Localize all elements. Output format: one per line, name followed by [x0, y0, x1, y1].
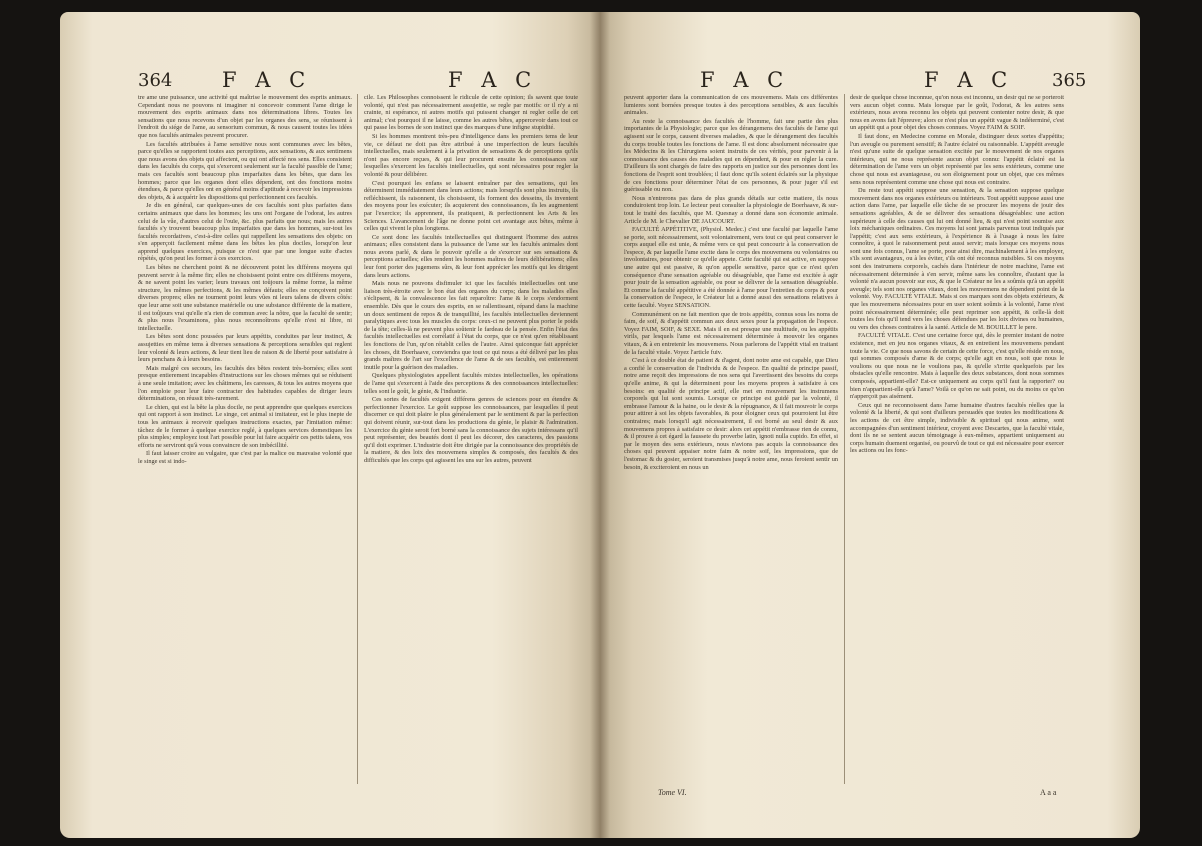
- paragraph: FACULTÉ APPÉTITIVE, (Physiol. Medec.) c'est une faculté par laquelle l'ame se porte, soit nécessairement, soit volontairement, vers tout ce qui peut conserver le corps auquel elle est unie, & même vers ce qui peut concourir à la conservation de l'espece, & par laquelle l'ame excite dans le corps des mouvemens ou volontaires ou involontaires, pour obtenir ce qu'elle appete. Cette faculté qui est active, en suppose une autre qui est passive, & qu'on appelle sensitive, parce que ce n'est qu'en conséquence d'une sensation agréable ou désagréable, que l'ame est excitée à agir pour jouir de la sensation agréable, ou pour se délivrer de la sensation désagréable. Et comme la faculté appétitive a été donnée à l'ame pour l'entretien du corps & pour la conservation de l'espece, le Créateur lui a donné aussi des sensations relatives à cette faculté. Voyez SENSATION.: [624, 226, 838, 310]
- page-number: 364: [138, 70, 173, 91]
- text-column-1: [138, 94, 352, 467]
- paragraph: Mais nous ne pouvons disfimuler ici que les facultés intellectuelles ont une liaison très-étroite avec le bon état des organes du corps; dans les maladies elles s'éclipsent, & la convalescence les fait reparoître: l'ame & le corps s'endorment ensemble. Dès que le cours des esprits, en se rallentissant, répand dans la machine un doux sentiment de repos & de tranquillité, les facultés intellectuelles deviennent paralytiques avec tous les muscles du corps: ceux-ci ne peuvent plus porter le poids de la tête; celles-là ne peuvent plus soûtenir le fardeau de la pensée. Enfin l'état des facultés intellectuelles est corrélatif à l'état du corps, que ce n'est qu'en rétablissant les fonctions de l'un, qu'on rétablit celles de l'autre. Ainsi quiconque fait apprécier les choses, dit Boerhaave, conviendra que tout ce qui nous a été délivré par les plus grands maîtres de l'art sur l'excellence de l'ame & de ses facultés, est entierement inutile pour la guérison des maladies.: [364, 280, 578, 371]
- running-head: F A C: [924, 68, 1014, 92]
- paragraph: Si les hommes montrent très-peu d'intelligence dans les premiers tems de leur vie, ce défaut ne doit pas être attribué à une imperfection de leurs facultés intellectuelles, mais seulement à la privation de sensations & de perceptions qu'ils n'ont pas encore reçues, & qui leur procurent ensuite les connoissances sur lesquelles s'exercent les facultés intellectuelles, qui sont nécessaires pour regler la volonté & pour délibérer.: [364, 132, 578, 178]
- paragraph: Au reste la connoissance des facultés de l'homme, fait une partie des plus importantes de la Physiologie; parce que les dérangemens des facultés de l'ame qui agissent sur le corps, causent diverses maladies, & que le dérangement des facultés du corps trouble toutes les fonctions de l'ame. Il est donc absolument nécessaire que les Médecins & les Chirurgiens soient instruits de ces vérités, pour parvenir à la connoissance des causes des maladies qui en dépendent, & pour en régler la cure. D'ailleurs ils sont chargés de faire des rapports en justice sur des personnes dont les fonctions de l'esprit sont troublées; il faut donc qu'ils soient éclairés sur la physique de ces fonctions pour déterminer l'état de ces personnes, & pour juger s'il est guérissable ou non.: [624, 117, 838, 194]
- paragraph: Du reste tout appétit suppose une sensation, & la sensation suppose quelque mouvement dans nos organes extérieurs ou intérieurs. Tout appétit suppose aussi une action dans l'ame, par laquelle elle tâche de se procurer les moyens de jouir des sensations agréables, & de se délivrer des sensations désagréables: une action supérieure à celle des causes qui lui ont donné lieu, & qui n'est point soumise aux loix méchaniques ordinaires. Ces moyens lui sont jamais parvenus tout indiqués par l'appétit; c'est aux sens extérieurs, à l'expérience & à l'usage à nous les faire connoître, à quoi le raisonnement peut aussi servir; mais lorsque ces moyens nous sont une fois connus, l'ame se porte, pour ainsi dire, machinalement à les employer, s'ils sont avantageux, ou à les éviter, s'ils ont été reconnus nuisibles. Si ces moyens sont des instrumens corporels, cachés dans l'intérieur de notre machine, l'ame est nécessairement déterminée à s'en servir, même sans les connoître, d'autant que la volonté n'a aucun pouvoir sur eux, & que le Créateur ne les a soûmis qu'à un appétit aveugle; tels sont nos organes vitaux, dont les mouvemens ne dépendent point de la volonté. Voy. FACULTÉ VITALE. Mais si ces marques sont des objets extérieurs, & que les mouvemens nécessaires pour en user soient soûmis à la volonté, l'ame n'est point nécessairement déterminée; elle peut reprimer son appétit, & celle-là doit toutes les fois qu'il tend vers les choses défendues par les loix divines ou humaines, ou vers des choses contraires à la santé. Article de M. BOUILLET le pere.: [850, 187, 1064, 331]
- paragraph: C'est à ce double état de patient & d'agent, dont notre ame est capable, que Dieu a confié le conservation de l'individu & de l'espece. En qualité de principe passif, notre ame reçoit des impressions de nos sens qui l'avertissent des besoins du corps qu'elle anime, & qui la déterminent pour les moyens propres à satisfaire à ces besoins: en qualité de principe actif, elle met en mouvement les instrumens corporels qui lui sont soumis. Lorsque ce principe est guidé par la volonté, il embrasse l'amour & la haine, ou le desir & la répugnance, & il fait mouvoir le corps pour attirer à soi les objets favorables, & pour éloigner ceux qui pourroient lui être contraires; mais lorsqu'il agit nécessairement, il est borné au seul desir & aux mouvemens propres à satisfaire ce desir: alors cet appétit n'embrasse rien de connu, & il prouve à cet égard la faussete du proverbe latin, ignoti nulla cupido. En effet, si par le moyen des sens extérieurs, nous n'avions pas acquis la connoissance des choses qui peuvent appaiser notre faim & notre soif, les impressions, que de l'estomac & du gosier, seroient transmises jusqu'à notre ame, nous feroient sentir un besoin, & exciteroient en nous un: [624, 357, 838, 471]
- paragraph: desir de quelque chose inconnue, qu'on nous est inconnu, un desir qui ne se porteroit vers aucun objet connu. Mais lorsque par le goût, l'odorat, & les autres sens extérieurs, nous avons reconnu les objets qui peuvent contenter notre desir, & que nous en avons fait l'épreuve; alors ce n'est plus un appétit vague & indéterminé, c'est un appétit qui a pour objet des choses connues. Voyez FAIM & SOIF.: [850, 94, 1064, 132]
- paragraph: Les bêtes sont donc poussées par leurs appétits, conduites par leur instinct, & assujetties en même tems à diverses sensations & perceptions sensibles qui reglent leur volonté & leurs actions, & leur tient lieu de raison & de liberté pour satisfaire à leurs penchans & à leurs besoins.: [138, 333, 352, 364]
- paragraph: cile. Les Philosophes connoissent le ridicule de cette opinion; ils savent que toute volonté, qui n'est pas nécessairement assujettie, se regle par motifs: or il n'y a ni crainte, ni espérance, ni autres motifs qui puissent changer ni regler celle de cet animal; c'est pourquoi il ne laisse, comme les autres bêtes, appercevoir dans tout ce qui passe les bornes de son instinct que des marques d'une infigne stupidité.: [364, 94, 578, 132]
- text-column-1: [624, 94, 838, 472]
- paragraph: Mais malgré ces secours, les facultés des bêtes restent très-bornées; elles sont presque entierement incapables d'instructions sur les choses mêmes qui se réduisent à une seule imitation; avec les châtimens, les caresses, & tous les autres moyens que l'on emploie pour leur faire contracter des habitudes capables de diriger leurs déterminations, on réussit très-rarement.: [138, 364, 352, 403]
- paragraph: Les bêtes ne cherchent point & ne découvrent point les différens moyens qui peuvent servir à la même fin; elles ne choisissent point entre ces différens moyens, & ne savent point les varier; leurs travaux ont toûjours la même forme, la même structure, les mêmes perfections, & les mêmes défauts; elles ne conçoivent point diverses propres; elles ne tournent point leurs vûes ni leurs talens de divers côtés: que leur ame soit une substance matérielle ou une substance différente de la matiere, il est toûjours vrai qu'elle n'a rien de commun avec la nôtre, que la faculté de sentir; & plus nous l'examinons, plus nous reconnoîtrons qu'elle n'est ni libre, ni intellectuelle.: [138, 264, 352, 332]
- paragraph: FACULTÉ VITALE. C'est une certaine force qui, dès le premier instant de notre existence, met en jeu nos organes vitaux, & en entretient les mouvemens pendant toute la vie. Ce que nous savons de certain de cette force, c'est qu'elle réside en nous, qui sommes composés d'ame & de corps; qu'elle agit en nous, soit que nous le voulions ou que nous ne le voulions pas, & qu'elle s'irrite quelquefois par les obstacles qu'elle rencontre. Mais à laquelle des deux substances, dont nous sommes composés, appartient-elle? Est-ce uniquement au corps qu'il faut la rapporter? ou bien n'appartient-elle qu'à l'ame? Voilà ce qu'on ne sait point, ou du moins ce qu'on n'apperçoit pas aisément.: [850, 332, 1065, 401]
- paragraph: Il faut laisser croire au vulgaire, que c'est par la malice ou mauvaise volonté que le singe est si indo-: [138, 450, 352, 465]
- paragraph: Il faut donc, en Medecine comme en Morale, distinguer deux sortes d'appétits; l'un aveugle ou purement sensitif; & l'autre éclairé ou raisonnable. L'appétit aveugle n'est qu'une suite de quelque sensation excitée par le mouvement de nos organes intérieurs, qui ne nous représente aucun objet connu: l'appétit éclairé est la détermination de l'ame vers un objet représenté par les sens extérieurs, comme une chose qui nous est avantageuse, ou son éloignement pour un objet, que ces mêmes sens nous représentent comme une chose qui nous est contraire.: [850, 132, 1064, 186]
- left-page: [60, 12, 600, 838]
- text-column-2: [364, 94, 578, 466]
- paragraph: Je dis en général, car quelques-unes de ces facultés sont plus parfaites dans certains animaux que dans les hommes; les uns ont l'organe de l'odorat, les autres celui de la vûe, d'autres celui de l'ouïe, &c. plus parfaits que nous; mais les autres facultés s'y trouvent beaucoup plus imparfaites que dans les hommes, sur-tout les facultés recordatives, c'est-à-dire celles qui rappellent les sensations des objets: on s'en apperçoit facilement même dans les bêtes les plus dociles, lorsqu'on leur apprend quelques exercices, puisque ce n'est que par une longue suite d'actes répétés, qu'on peut les former à ces exercices.: [138, 202, 352, 263]
- running-head: F A C: [700, 68, 790, 92]
- paragraph: peuvent apporter dans la communication de ces mouvemens. Mais ces différentes lumieres sont bornées presque toutes à des perceptions sensibles, & aux facultés animales.: [624, 94, 838, 117]
- paragraph: Communément on ne fait mention que de trois appétits, connus sous les noms de faim, de soif, & d'appétit commun aux deux sexes pour la propagation de l'espece. Voyez FAIM, SOIF, & SEXE. Mais il en est presque une multitude, ou les appétits virils, par lesquels l'ame est nécessairement déterminée à mouvoir les organes vitaux, & à en entretenir les mouvemens. Nous parlerons de l'appétit vital en traitant de la faculté vitale. Voyez l'article fuiv.: [624, 310, 838, 356]
- paragraph: Ceux qui ne reconnoissent dans l'ame humaine d'autres facultés réelles que la volonté & la liberté, & qui sont d'ailleurs persuadés que toutes les modifications & les actions de cet être simple, indivisible & spirituel qui nous anime, sont accompagnées d'un sentiment intérieur, croyent avec Descartes, que la faculté vitale, dont ils ne se sentent aucun témoignage à eux-mêmes, appartient uniquement au corps humain duement organisé, ou pourvû de tout ce qui est nécessaire pour exercer les actions ou les fonc-: [850, 401, 1064, 455]
- open-book: [60, 12, 1140, 838]
- paragraph: Ce sont donc les facultés intellectuelles qui distinguent l'homme des autres animaux; elles consistent dans la puissance de l'ame sur les facultés animales dont nous avons parlé, & dans le pouvoir qu'elle a de s'exercer sur ses sensations & perceptions actuelles; elles rendent les hommes maîtres de leurs délibérations; elles leur font porter des jugemens sûrs, & leur font apprécier les motifs qui les dirigent dans leurs actions.: [364, 233, 578, 279]
- page-number: 365: [1052, 70, 1087, 91]
- paragraph: Le chien, qui est la bête la plus docile, ne peut apprendre que quelques exercices qui ont rapport à son instinct. Le singe, cet animal si imitateur, est le plus inepte de tous les animaux à recevoir quelques instructions exactes, par l'imitation même: tâchez de le former à quelque exercice reglé, à quelques services domestiques les plus simples; employez tout l'art possible pour lui faire acquérir ces petits talens, vos efforts ne serviront qu'à vous convaincre de son imbécillité.: [138, 403, 352, 449]
- text-column-2: [850, 94, 1064, 456]
- signature-mark: Tome VI.: [658, 788, 687, 797]
- paragraph: Ces sortes de facultés exigent différens genres de sciences pour en étendre & perfectionner l'exercice. Le goût suppose les connoissances, par lesquelles il peut discerner ce qui doit plaire le plus généralement par le sentiment & par la perfection qui doivent réunir, sur-tout dans les productions du génie, le plaisir & l'admiration. L'exercice du génie seroit fort borné sans la connoissance des sujets intéressans qu'il peut représenter, des beautés dont il peut les décorer, des caracteres, des passions qu'il doit exprimer. L'industrie doit être dirigée par la connoissance des propriétés de la matiere, & des loix des mouvemens simples & composés, des facultés & des difficultés que les corps qui agissent les uns sur les autres, peuvent: [364, 396, 578, 464]
- column-rule: [357, 94, 358, 784]
- running-head: F A C: [448, 68, 538, 92]
- column-rule: [844, 94, 845, 784]
- paragraph: Nous n'entrerons pas dans de plus grands détails sur cette matiere, ils nous conduiroient trop loin. Le lecteur peut consulter la physiologie de Boerhaave, & sur-tout le traité des facultés, que M. Quesnay a donné dans son économie animale. Article de M. le Chevalier DE JAUCOURT.: [624, 194, 838, 225]
- paragraph: Quelques physiologistes appellent facultés mixtes intellectuelles, les opérations de l'ame qui s'exercent à l'aide des perceptions & des connoissances intellectuelles: telles sont le goût, le génie, & l'industrie.: [364, 372, 578, 395]
- paragraph: Les facultés attribuées à l'ame sensitive nous sont communes avec les bêtes, parce qu'elles se rapportent toutes aux perceptions, aux sensations, & aux sentimens que nous avons des objets qui affectent, ou qui ont affecté nos sens. Elles consistent dans les facultés du corps, qui s'exercent seulement sur la faculté passible de l'ame; mais ces facultés sont beaucoup plus imparfaites dans les bêtes, que dans les hommes; parce que les organes dont elles dépendent, ont des fonctions moins étendues, & parce qu'elles ont en général moins d'aptitude à recevoir les impressions des objets, & à acquérir les dispositions qui perfectionnent ces facultés.: [138, 140, 352, 201]
- catchword: A a a: [1040, 788, 1057, 797]
- paragraph: tre ame une puissance, une activité qui maîtrise le mouvement des esprits animaux. Cependant nous ne pouvons ni imaginer ni concevoir comment l'ame dirige le mouvement des esprits animaux dans nos déterminations libres. Toutes les sensations que nous recevons d'un objet par les organes des sens, se réunissent à l'endroit du siége de l'ame, au sensorium commun, & nous causent toutes les idées que nos facultés animales peuvent procurer.: [138, 94, 352, 139]
- running-head: F A C: [222, 68, 312, 92]
- paragraph: C'est pourquoi les enfans se laissent entraîner par des sensations, qui les déterminent immédiatement dans leurs actions; mais lorsqu'ils sont plus instruits, ils refléchissent, ils raisonnent, ils choisissent, ils forment des desseins, ils inventent des moyens pour les exécuter; ils acquierent des connoissances, ils les augmentent par l'exercice; ils apprennent, ils pratiquent, & perfectionnent les Arts & les Sciences. L'avancement de l'âge ne donne point cet avantage aux bêtes, même à celles qui vivent le plus longtems.: [364, 179, 578, 233]
- right-page: [600, 12, 1140, 838]
- book-gutter: [590, 12, 610, 838]
